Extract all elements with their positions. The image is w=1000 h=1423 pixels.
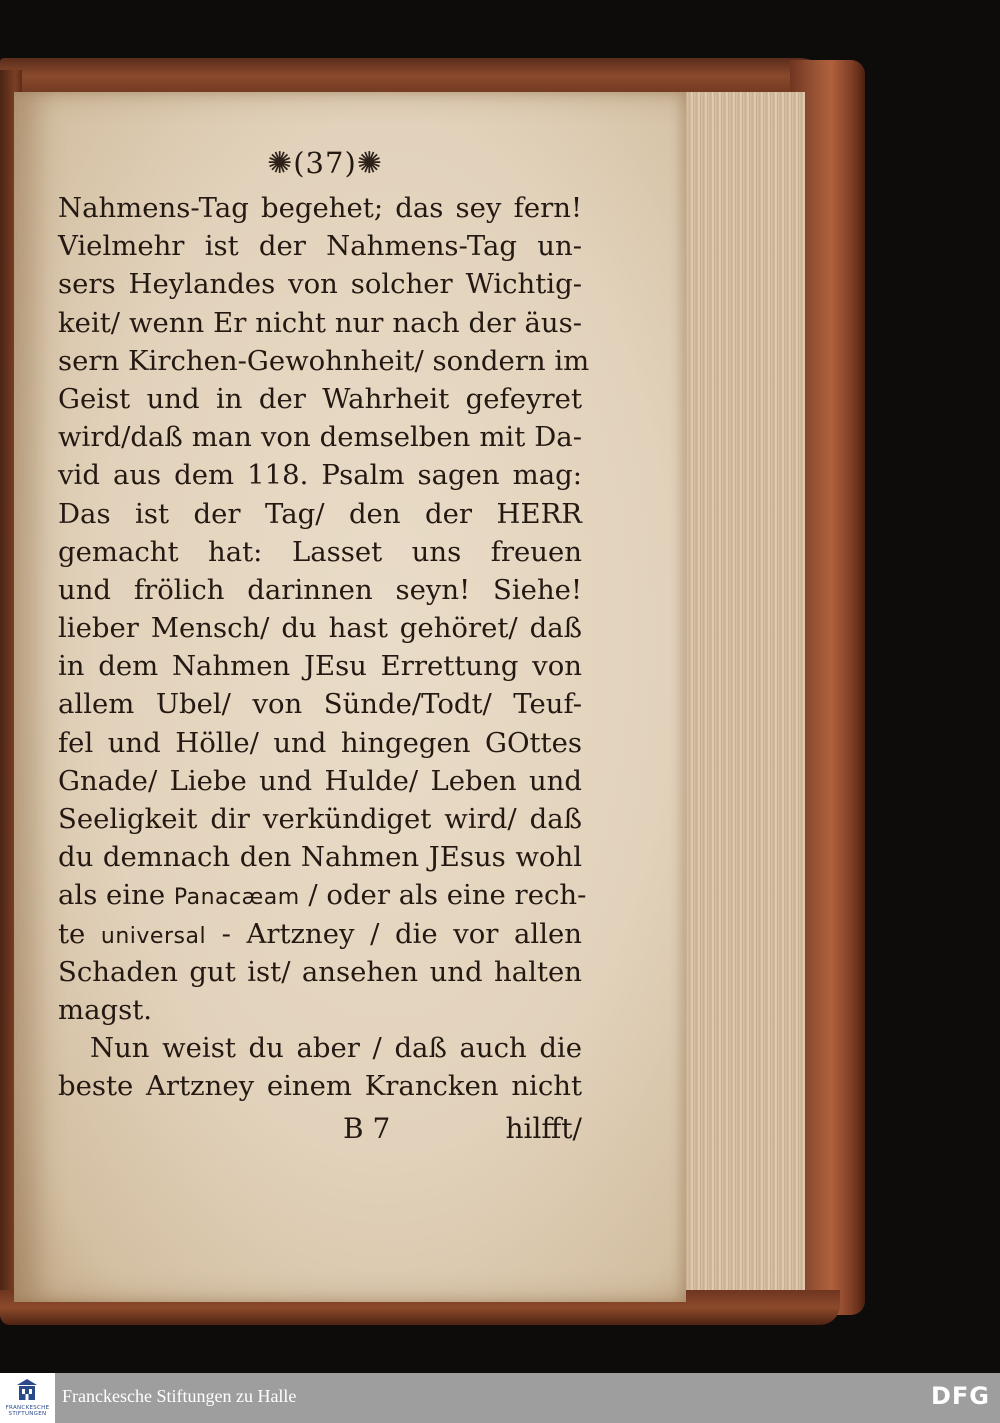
text-line: Das ist der Tag/ den der HERR — [58, 497, 582, 530]
rosette-right-icon: ✺ — [356, 146, 383, 181]
text-line: vid aus dem 118. Psalm sagen mag: — [58, 459, 582, 492]
text-line: sers Heylandes von solcher Wichtig- — [58, 268, 582, 301]
text-line: du demnach den Nahmen JEsus wohl — [58, 841, 582, 874]
text-line: und frölich darinnen seyn! Siehe! — [58, 573, 582, 606]
dfg-logo[interactable]: DFG — [930, 1382, 990, 1410]
text-line: Schaden gut ist/ ansehen und halten — [58, 955, 582, 988]
text-line: Gnade/ Liebe und Hulde/ Leben und — [58, 764, 582, 797]
page-text — [58, 189, 590, 1106]
text-line: keit/ wenn Er nicht nur nach der äus- — [58, 306, 582, 339]
rosette-left-icon: ✺ — [267, 146, 294, 181]
page-number: (37) — [293, 146, 357, 180]
franckesche-logo[interactable] — [0, 1373, 55, 1423]
catchword: hilfft/ — [505, 1112, 582, 1145]
text-line: sern Kirchen-Gewohnheit/ sondern im — [58, 344, 590, 377]
text-line: in dem Nahmen JEsu Errettung von — [58, 650, 582, 683]
text-line: fel und Hölle/ und hingegen GOttes — [58, 726, 582, 759]
text-line: te universal - Artzney / die vor allen — [58, 917, 582, 950]
logo-text: FRANCKESCHE STIFTUNGEN — [5, 1405, 50, 1417]
text-line: Nun weist du aber / daß auch die — [90, 1032, 582, 1065]
text-line: beste Artzney einem Krancken nicht — [58, 1070, 582, 1103]
text-line: gemacht hat: Lasset uns freuen — [58, 535, 582, 568]
latin-term: universal — [100, 923, 207, 949]
building-icon — [17, 1379, 37, 1401]
text-line: Nahmens-Tag begehet; das sey fern! — [58, 192, 582, 224]
text-line: Vielmehr ist der Nahmens-Tag un- — [58, 230, 582, 263]
viewer-footer — [0, 1373, 1000, 1423]
text-line: als eine Panacæam / oder als eine rech- — [58, 879, 587, 912]
text-line: allem Ubel/ von Sünde/Todt/ Teuf- — [58, 688, 582, 721]
institution-name: Franckesche Stiftungen zu Halle — [62, 1386, 297, 1406]
signature-mark: B 7 — [343, 1112, 391, 1145]
text-line: lieber Mensch/ du hast gehöret/ daß — [58, 612, 582, 645]
page-header — [250, 146, 400, 181]
page-footer — [58, 1112, 582, 1152]
text-line: Geist und in der Wahrheit gefeyret — [58, 382, 582, 415]
text-line: magst. — [58, 993, 152, 1026]
text-line: Seeligkeit dir verkündiget wird/ daß — [58, 803, 582, 835]
text-line: wird/daß man von demselben mit Da- — [58, 421, 582, 454]
latin-term: Panacæam — [173, 885, 300, 911]
page-edges — [680, 92, 805, 1317]
